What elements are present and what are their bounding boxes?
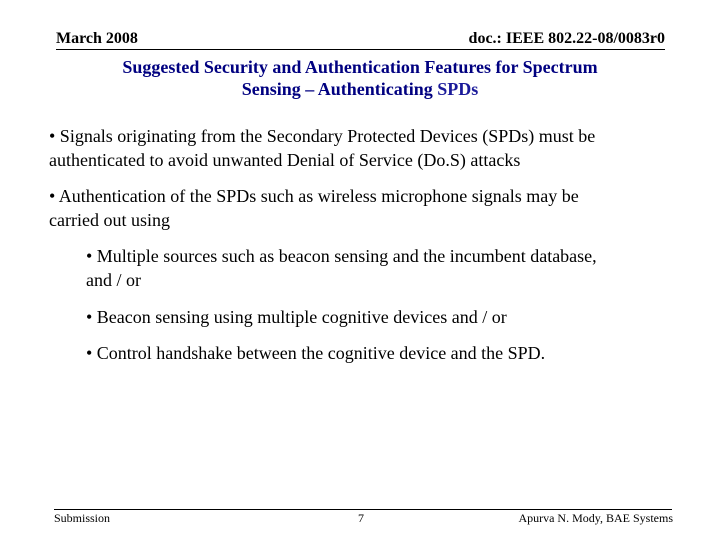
bullet-signals-authentication <box>49 124 595 172</box>
bullet-line: • Control handshake between the cognitive device and the SPD. <box>86 343 546 363</box>
header-rule <box>56 49 665 50</box>
slide-title <box>40 56 680 100</box>
sub-bullet-control-handshake <box>86 341 545 365</box>
bullet-line: carried out using <box>49 210 170 230</box>
bullet-line: • Beacon sensing using multiple cognitive devices and / or <box>86 307 507 327</box>
slide-title-line-2 <box>40 78 680 100</box>
bullet-line: • Signals originating from the Secondary Protected Devices (SPDs) must be <box>49 126 596 146</box>
sub-bullet-beacon-sensing <box>86 305 507 329</box>
bullet-line: authenticated to avoid unwanted Denial of Service (Do.S) attacks <box>49 150 521 170</box>
footer-submission: Submission <box>54 511 111 525</box>
bullet-line: • Multiple sources such as beacon sensing and the incumbent database, <box>86 246 597 266</box>
footer-page-number: 7 <box>358 511 364 525</box>
bullet-line: and / or <box>86 270 141 290</box>
bullet-line: • Authentication of the SPDs such as wireless microphone signals may be <box>49 186 579 206</box>
header-doc-id: doc.: IEEE 802.22-08/0083r0 <box>468 30 665 47</box>
sub-bullet-multiple-sources <box>86 244 597 292</box>
slide-title-line-2-prefix: Sensing – Authenticating <box>241 79 438 99</box>
footer-rule <box>54 509 672 510</box>
footer-author: Apurva N. Mody, BAE Systems <box>518 511 673 525</box>
slide-title-line-2-accent: SPDs <box>437 79 479 99</box>
bullet-spd-authentication <box>49 184 579 232</box>
slide-title-line-1: Suggested Security and Authentication Features for Spectrum <box>122 57 598 77</box>
header-date: March 2008 <box>56 30 138 47</box>
